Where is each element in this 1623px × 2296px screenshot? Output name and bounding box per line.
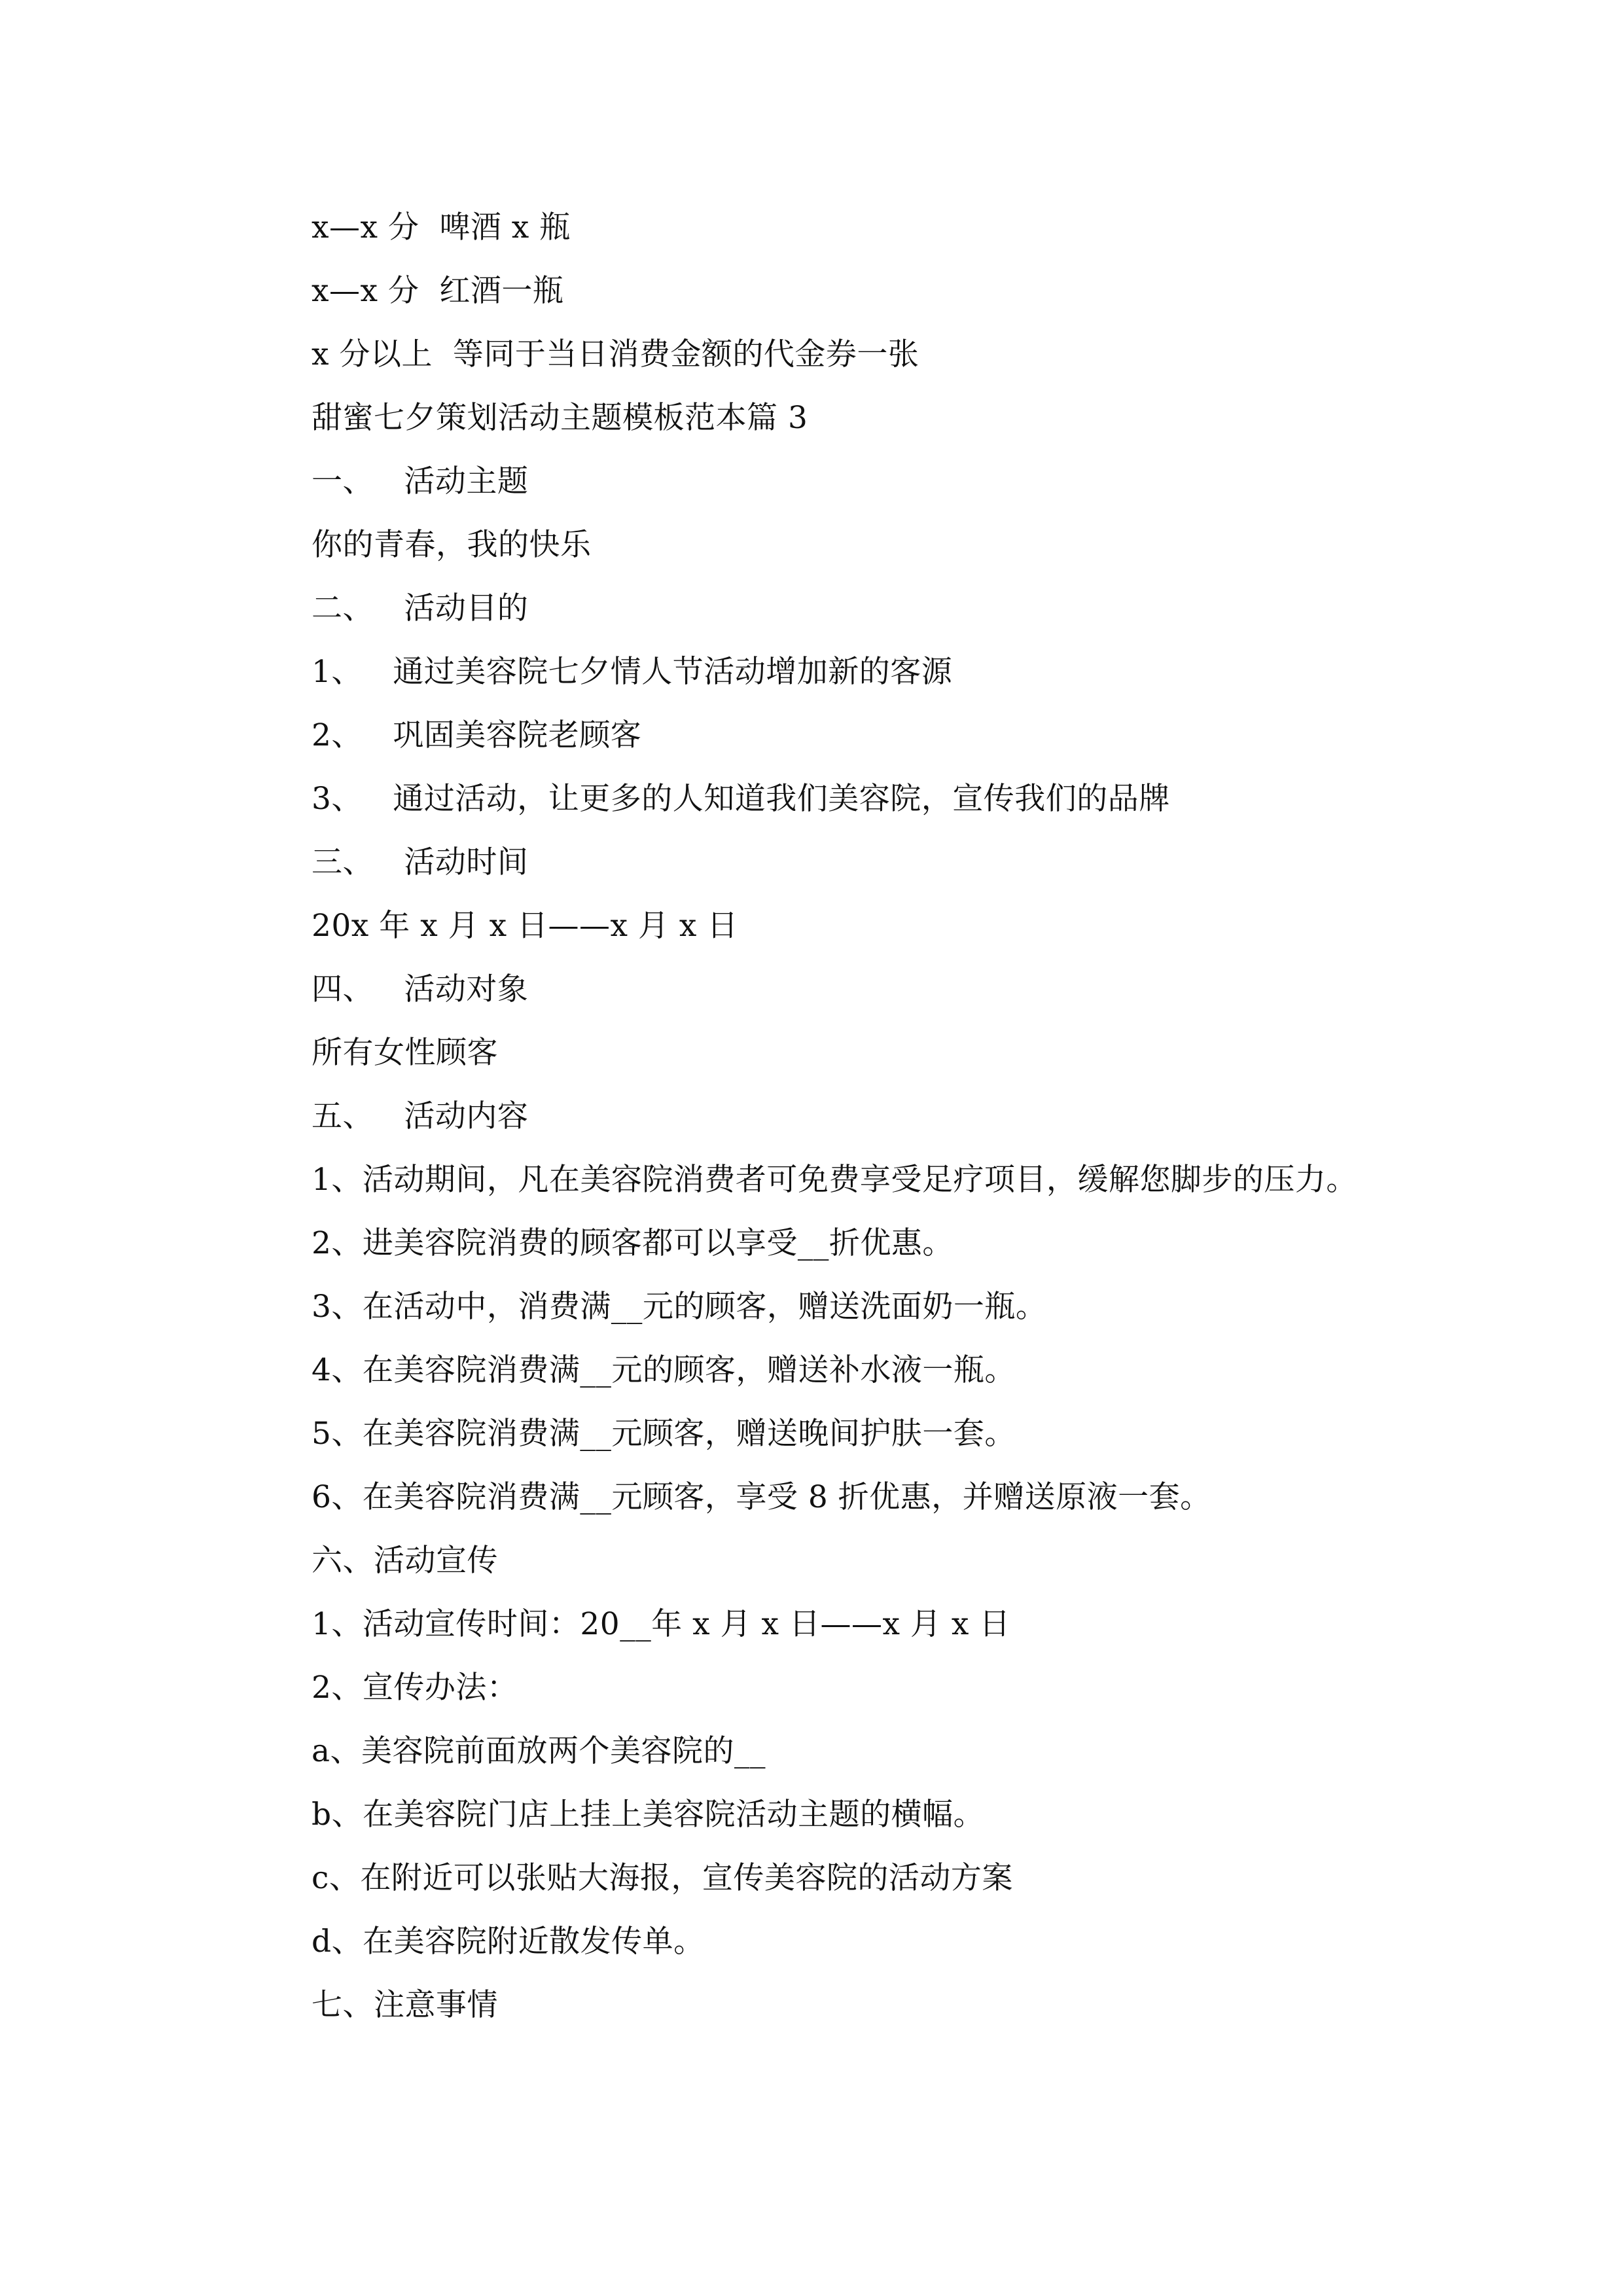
- text-line: x 分以上 等同于当日消费金额的代金券一张: [312, 336, 919, 372]
- text-line: 3、 通过活动，让更多的人知道我们美容院，宣传我们的品牌: [312, 781, 1170, 817]
- section-heading: 五、 活动内容: [312, 1098, 529, 1134]
- text-line: x—x 分 红酒一瓶: [312, 273, 564, 309]
- text-line: x—x 分 啤酒 x 瓶: [312, 209, 571, 245]
- text-line: b、在美容院门店上挂上美容院活动主题的横幅。: [312, 1797, 985, 1833]
- section-heading: 二、 活动目的: [312, 590, 529, 626]
- text-line: 1、活动期间，凡在美容院消费者可免费享受足疗项目，缓解您脚步的压力。: [312, 1162, 1357, 1198]
- section-heading: 六、活动宣传: [312, 1543, 498, 1579]
- text-line: 你的青春，我的快乐: [312, 527, 592, 563]
- text-line: 所有女性顾客: [312, 1035, 498, 1071]
- section-heading: 三、 活动时间: [312, 844, 529, 880]
- text-line: 1、活动宣传时间：20__年 x 月 x 日——x 月 x 日: [312, 1606, 1010, 1642]
- text-line: 3、在活动中，消费满__元的顾客，赠送洗面奶一瓶。: [312, 1289, 1047, 1325]
- section-heading: 甜蜜七夕策划活动主题模板范本篇 3: [312, 400, 808, 436]
- text-line: 20x 年 x 月 x 日——x 月 x 日: [312, 908, 738, 944]
- text-line: 1、 通过美容院七夕情人节活动增加新的客源: [312, 654, 953, 690]
- text-line: 5、在美容院消费满__元顾客，赠送晚间护肤一套。: [312, 1416, 1016, 1452]
- text-line: 4、在美容院消费满__元的顾客，赠送补水液一瓶。: [312, 1352, 1016, 1388]
- section-heading: 七、注意事情: [312, 1987, 498, 2023]
- text-line: 2、宣传办法：: [312, 1670, 518, 1706]
- text-line: 2、进美容院消费的顾客都可以享受__折优惠。: [312, 1225, 954, 1261]
- text-line: c、在附近可以张贴大海报，宣传美容院的活动方案: [312, 1860, 1013, 1896]
- text-line: d、在美容院附近散发传单。: [312, 1924, 705, 1960]
- text-line: a、美容院前面放两个美容院的__: [312, 1733, 766, 1769]
- section-heading: 四、 活动对象: [312, 971, 529, 1007]
- section-heading: 一、 活动主题: [312, 463, 529, 499]
- text-line: 2、 巩固美容院老顾客: [312, 717, 642, 753]
- text-line: 6、在美容院消费满__元顾客，享受 8 折优惠，并赠送原液一套。: [312, 1479, 1211, 1515]
